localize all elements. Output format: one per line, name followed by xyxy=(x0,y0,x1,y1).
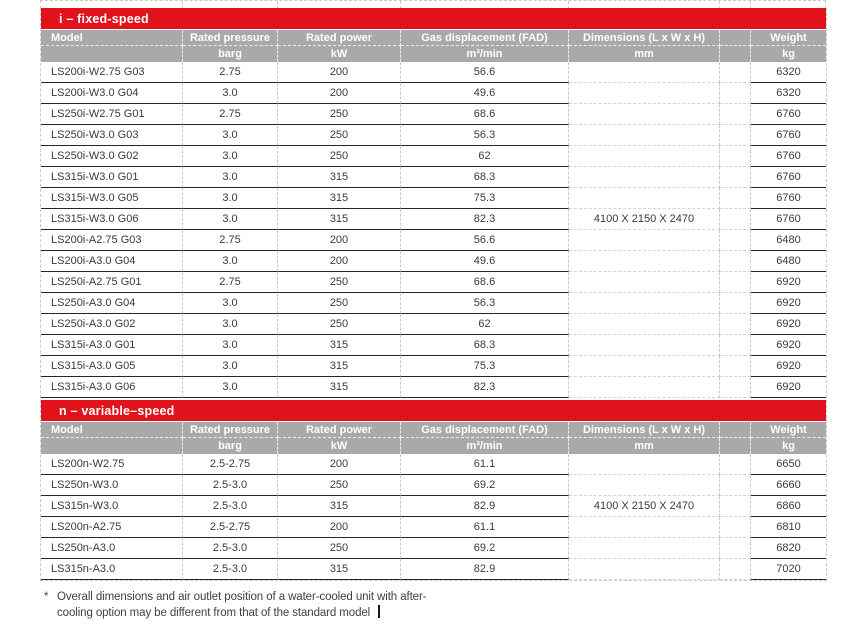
spacer-cell xyxy=(720,83,751,104)
model-cell: LS250i-A2.75 G01 xyxy=(41,272,183,293)
power-cell: 200 xyxy=(278,230,401,251)
pressure-cell: 2.5-3.0 xyxy=(183,496,278,517)
dimensions-cell xyxy=(569,538,720,559)
dimensions-cell xyxy=(569,377,720,398)
pressure-cell: 3.0 xyxy=(183,83,278,104)
weight-cell: 6760 xyxy=(751,188,826,209)
dimensions-cell xyxy=(569,272,720,293)
column-unit-weight: kg xyxy=(751,438,826,454)
dimensions-cell xyxy=(569,230,720,251)
power-cell: 315 xyxy=(278,496,401,517)
spacer-cell xyxy=(720,335,751,356)
column-unit-gas-displacement: m³/min xyxy=(401,46,569,62)
power-cell: 250 xyxy=(278,314,401,335)
weight-cell: 7020 xyxy=(751,559,826,580)
pressure-cell: 2.5-2.75 xyxy=(183,454,278,475)
fad-cell: 75.3 xyxy=(401,188,569,209)
fad-cell: 62 xyxy=(401,314,569,335)
pressure-cell: 3.0 xyxy=(183,356,278,377)
column-header-weight: Weight xyxy=(751,30,826,46)
model-cell: LS200i-A3.0 G04 xyxy=(41,251,183,272)
spacer-cell xyxy=(720,538,751,559)
dimensions-cell xyxy=(569,83,720,104)
weight-cell: 6920 xyxy=(751,314,826,335)
power-cell: 315 xyxy=(278,377,401,398)
power-cell: 315 xyxy=(278,188,401,209)
column-unit-gas-displacement: m³/min xyxy=(401,438,569,454)
dimensions-cell xyxy=(569,188,720,209)
pressure-cell: 3.0 xyxy=(183,188,278,209)
fixed-speed-table xyxy=(40,8,827,398)
spacer-cell xyxy=(720,475,751,496)
fad-cell: 56.6 xyxy=(401,230,569,251)
pressure-cell: 2.5-3.0 xyxy=(183,538,278,559)
power-cell: 250 xyxy=(278,104,401,125)
spacer-cell xyxy=(720,559,751,580)
power-cell: 250 xyxy=(278,538,401,559)
weight-cell: 6920 xyxy=(751,272,826,293)
spacer-cell xyxy=(720,104,751,125)
weight-cell: 6320 xyxy=(751,62,826,83)
model-cell: LS200i-W2.75 G03 xyxy=(41,62,183,83)
column-header-spacer xyxy=(720,30,751,46)
model-cell: LS250i-A3.0 G04 xyxy=(41,293,183,314)
power-cell: 200 xyxy=(278,454,401,475)
column-header-model: Model xyxy=(41,30,183,46)
pressure-cell: 2.5-2.75 xyxy=(183,517,278,538)
model-cell: LS250n-W3.0 xyxy=(41,475,183,496)
pressure-cell: 2.75 xyxy=(183,104,278,125)
fad-cell: 49.6 xyxy=(401,83,569,104)
column-header-gas-displacement: Gas displacement (FAD) xyxy=(401,30,569,46)
weight-cell: 6920 xyxy=(751,356,826,377)
weight-cell: 6320 xyxy=(751,83,826,104)
footnote xyxy=(44,590,484,621)
power-cell: 250 xyxy=(278,272,401,293)
dimensions-cell xyxy=(569,559,720,580)
model-cell: LS200i-W3.0 G04 xyxy=(41,83,183,104)
power-cell: 250 xyxy=(278,146,401,167)
spacer-cell xyxy=(720,314,751,335)
spacer-cell xyxy=(720,293,751,314)
dimensions-cell xyxy=(569,335,720,356)
text-cursor[interactable] xyxy=(378,605,380,618)
spacer-cell xyxy=(720,517,751,538)
power-cell: 315 xyxy=(278,356,401,377)
column-unit-rated-pressure: barg xyxy=(183,46,278,62)
spacer-cell xyxy=(720,454,751,475)
pressure-cell: 2.75 xyxy=(183,62,278,83)
model-cell: LS315n-W3.0 xyxy=(41,496,183,517)
spacer-cell xyxy=(720,146,751,167)
model-cell: LS315n-A3.0 xyxy=(41,559,183,580)
column-header-dimensions: Dimensions (L x W x H) xyxy=(569,422,720,438)
weight-cell: 6660 xyxy=(751,475,826,496)
dimensions-cell xyxy=(569,62,720,83)
pressure-cell: 3.0 xyxy=(183,377,278,398)
dimensions-cell xyxy=(569,517,720,538)
fad-cell: 68.3 xyxy=(401,335,569,356)
weight-cell: 6810 xyxy=(751,517,826,538)
fad-cell: 82.9 xyxy=(401,559,569,580)
fad-cell: 68.3 xyxy=(401,167,569,188)
power-cell: 200 xyxy=(278,83,401,104)
dimensions-cell xyxy=(569,167,720,188)
spacer-cell xyxy=(720,496,751,517)
column-unit-rated-power: kW xyxy=(278,438,401,454)
footnote-line-1: Overall dimensions and air outlet position of a water-cooled unit with after- xyxy=(57,591,427,603)
variable-speed-table xyxy=(40,400,827,581)
column-unit-dimensions: mm xyxy=(569,46,720,62)
power-cell: 200 xyxy=(278,251,401,272)
pressure-cell: 2.75 xyxy=(183,230,278,251)
spacer-cell xyxy=(720,209,751,230)
column-unit-weight: kg xyxy=(751,46,826,62)
dimensions-cell xyxy=(569,314,720,335)
spacer-cell xyxy=(720,356,751,377)
power-cell: 315 xyxy=(278,335,401,356)
column-header-gas-displacement: Gas displacement (FAD) xyxy=(401,422,569,438)
model-cell: LS315i-W3.0 G06 xyxy=(41,209,183,230)
section-banner-fixed-speed: i – fixed-speed xyxy=(41,8,826,30)
column-unit-rated-pressure: barg xyxy=(183,438,278,454)
footnote-line-2: cooling option may be different from that of the standard model xyxy=(57,607,371,619)
column-header-model: Model xyxy=(41,422,183,438)
fad-cell: 82.9 xyxy=(401,496,569,517)
model-cell: LS200i-A2.75 G03 xyxy=(41,230,183,251)
pressure-cell: 3.0 xyxy=(183,314,278,335)
power-cell: 315 xyxy=(278,167,401,188)
fad-cell: 68.6 xyxy=(401,104,569,125)
dimensions-cell xyxy=(569,293,720,314)
fad-cell: 49.6 xyxy=(401,251,569,272)
model-cell: LS315i-A3.0 G06 xyxy=(41,377,183,398)
power-cell: 315 xyxy=(278,209,401,230)
footnote-asterisk: * xyxy=(44,591,49,603)
weight-cell: 6920 xyxy=(751,377,826,398)
dimensions-cell xyxy=(569,125,720,146)
fad-cell: 68.6 xyxy=(401,272,569,293)
weight-cell: 6760 xyxy=(751,125,826,146)
fad-cell: 56.3 xyxy=(401,125,569,146)
spacer-cell xyxy=(720,272,751,293)
power-cell: 250 xyxy=(278,293,401,314)
power-cell: 315 xyxy=(278,559,401,580)
fad-cell: 61.1 xyxy=(401,517,569,538)
weight-cell: 6920 xyxy=(751,335,826,356)
dimensions-cell: 4100 X 2150 X 2470 xyxy=(569,209,720,230)
model-cell: LS250n-A3.0 xyxy=(41,538,183,559)
column-unit-rated-power: kW xyxy=(278,46,401,62)
column-unit-spacer xyxy=(720,46,751,62)
model-cell: LS315i-W3.0 G05 xyxy=(41,188,183,209)
dimensions-cell: 4100 X 2150 X 2470 xyxy=(569,496,720,517)
fad-cell: 69.2 xyxy=(401,475,569,496)
column-header-spacer xyxy=(720,422,751,438)
pressure-cell: 3.0 xyxy=(183,209,278,230)
weight-cell: 6820 xyxy=(751,538,826,559)
column-header-rated-pressure: Rated pressure xyxy=(183,422,278,438)
power-cell: 200 xyxy=(278,62,401,83)
spacer-cell xyxy=(720,125,751,146)
model-cell: LS315i-A3.0 G01 xyxy=(41,335,183,356)
power-cell: 250 xyxy=(278,475,401,496)
model-cell: LS250i-A3.0 G02 xyxy=(41,314,183,335)
dimensions-cell xyxy=(569,104,720,125)
pressure-cell: 3.0 xyxy=(183,251,278,272)
weight-cell: 6860 xyxy=(751,496,826,517)
pressure-cell: 3.0 xyxy=(183,335,278,356)
column-unit-spacer xyxy=(720,438,751,454)
column-unit-dimensions: mm xyxy=(569,438,720,454)
power-cell: 200 xyxy=(278,517,401,538)
pressure-cell: 3.0 xyxy=(183,146,278,167)
dimensions-cell xyxy=(569,146,720,167)
footnote-text xyxy=(57,590,426,621)
weight-cell: 6920 xyxy=(751,293,826,314)
pressure-cell: 2.5-3.0 xyxy=(183,475,278,496)
spacer-cell xyxy=(720,251,751,272)
spacer-cell xyxy=(720,62,751,83)
spacer-cell xyxy=(720,188,751,209)
weight-cell: 6760 xyxy=(751,146,826,167)
column-header-rated-power: Rated power xyxy=(278,30,401,46)
model-cell: LS315i-W3.0 G01 xyxy=(41,167,183,188)
column-header-rated-power: Rated power xyxy=(278,422,401,438)
weight-cell: 6760 xyxy=(751,209,826,230)
column-header-weight: Weight xyxy=(751,422,826,438)
dimensions-cell xyxy=(569,475,720,496)
column-header-dimensions: Dimensions (L x W x H) xyxy=(569,30,720,46)
weight-cell: 6650 xyxy=(751,454,826,475)
column-unit-model xyxy=(41,46,183,62)
spacer-cell xyxy=(720,230,751,251)
spacer-cell xyxy=(720,377,751,398)
weight-cell: 6760 xyxy=(751,167,826,188)
section-banner-variable-speed: n – variable–speed xyxy=(41,400,826,422)
model-cell: LS315i-A3.0 G05 xyxy=(41,356,183,377)
model-cell: LS200n-A2.75 xyxy=(41,517,183,538)
model-cell: LS250i-W3.0 G02 xyxy=(41,146,183,167)
fad-cell: 82.3 xyxy=(401,377,569,398)
pressure-cell: 2.5-3.0 xyxy=(183,559,278,580)
pressure-cell: 2.75 xyxy=(183,272,278,293)
pressure-cell: 3.0 xyxy=(183,167,278,188)
model-cell: LS250i-W3.0 G03 xyxy=(41,125,183,146)
pressure-cell: 3.0 xyxy=(183,293,278,314)
dimensions-cell xyxy=(569,251,720,272)
fad-cell: 56.6 xyxy=(401,62,569,83)
column-unit-model xyxy=(41,438,183,454)
power-cell: 250 xyxy=(278,125,401,146)
model-cell: LS200n-W2.75 xyxy=(41,454,183,475)
fad-cell: 56.3 xyxy=(401,293,569,314)
fad-cell: 69.2 xyxy=(401,538,569,559)
spacer-cell xyxy=(720,167,751,188)
weight-cell: 6760 xyxy=(751,104,826,125)
column-header-rated-pressure: Rated pressure xyxy=(183,30,278,46)
weight-cell: 6480 xyxy=(751,230,826,251)
dimensions-cell xyxy=(569,356,720,377)
fad-cell: 82.3 xyxy=(401,209,569,230)
dimensions-cell xyxy=(569,454,720,475)
weight-cell: 6480 xyxy=(751,251,826,272)
fad-cell: 75.3 xyxy=(401,356,569,377)
fad-cell: 62 xyxy=(401,146,569,167)
model-cell: LS250i-W2.75 G01 xyxy=(41,104,183,125)
fad-cell: 61.1 xyxy=(401,454,569,475)
pressure-cell: 3.0 xyxy=(183,125,278,146)
